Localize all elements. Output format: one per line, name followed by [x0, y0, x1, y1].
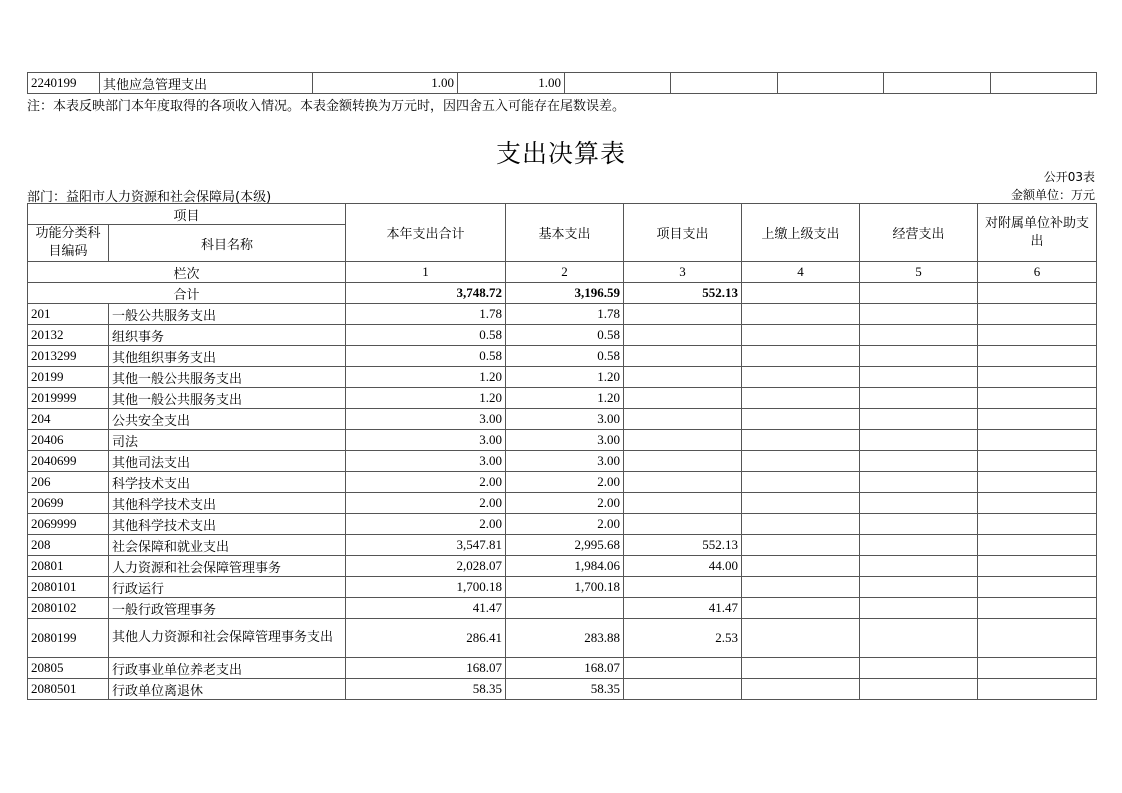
row-total: 2,028.07: [346, 556, 506, 577]
row-business: [860, 577, 978, 598]
row-basic: 1,984.06: [506, 556, 624, 577]
table-row: [28, 493, 1097, 514]
row-total: 3.00: [346, 409, 506, 430]
row-business: [860, 346, 978, 367]
row-business: [860, 679, 978, 700]
table-row: [28, 409, 1097, 430]
row-subject-name: 其他一般公共服务支出: [109, 388, 346, 409]
row-code: 20132: [28, 325, 109, 346]
row-subject-name: 人力资源和社会保障管理事务: [109, 556, 346, 577]
row-project: [624, 325, 742, 346]
row-business: [860, 658, 978, 679]
row-total: 0.58: [346, 346, 506, 367]
header-subject-name: 科目名称: [109, 225, 346, 262]
index-cell: 6: [978, 262, 1097, 283]
header-project: 项目支出: [624, 204, 742, 262]
table-row: [28, 346, 1097, 367]
row-total: 1,700.18: [346, 577, 506, 598]
row-basic: 1.20: [506, 388, 624, 409]
row-subsidy: [978, 472, 1097, 493]
row-basic: [506, 598, 624, 619]
row-basic: 168.07: [506, 658, 624, 679]
superior-value: [742, 283, 860, 304]
table-row: [28, 556, 1097, 577]
row-subsidy: [978, 535, 1097, 556]
row-subject-name: 其他人力资源和社会保障管理事务支出: [109, 619, 346, 658]
header-row: [28, 204, 1097, 225]
row-basic: 1.78: [506, 304, 624, 325]
table-row: [28, 325, 1097, 346]
table-row: [28, 451, 1097, 472]
row-project: [624, 367, 742, 388]
table-number: 公开03表: [1043, 170, 1095, 184]
row-code: 208: [28, 535, 109, 556]
row-subject-name: 其他科学技术支出: [109, 493, 346, 514]
row-code: 2019999: [28, 388, 109, 409]
row-project: 2.53: [624, 619, 742, 658]
total-value: 3,748.72: [346, 283, 506, 304]
row-value: [991, 73, 1097, 94]
row-superior: [742, 658, 860, 679]
row-subsidy: [978, 367, 1097, 388]
row-superior: [742, 367, 860, 388]
row-total: 1.20: [346, 367, 506, 388]
index-cell: 2: [506, 262, 624, 283]
row-code: 204: [28, 409, 109, 430]
table-row: [28, 577, 1097, 598]
row-project: 552.13: [624, 535, 742, 556]
table-row: [28, 679, 1097, 700]
header-total: 本年支出合计: [346, 204, 506, 262]
row-superior: [742, 304, 860, 325]
row-total: 2.00: [346, 472, 506, 493]
row-total: 2.00: [346, 514, 506, 535]
business-value: [860, 283, 978, 304]
row-basic: 2,995.68: [506, 535, 624, 556]
row-subsidy: [978, 514, 1097, 535]
row-basic: 3.00: [506, 409, 624, 430]
row-project: [624, 409, 742, 430]
row-subsidy: [978, 598, 1097, 619]
row-total: 1.78: [346, 304, 506, 325]
table-note: 注：本表反映部门本年度取得的各项收入情况。本表金额转换为万元时，因四舍五入可能存在尾数误差。: [27, 99, 626, 114]
row-code: 2069999: [28, 514, 109, 535]
table-row: [28, 304, 1097, 325]
row-subsidy: [978, 658, 1097, 679]
row-subject-name: 公共安全支出: [109, 409, 346, 430]
table-row: [28, 430, 1097, 451]
row-code: 201: [28, 304, 109, 325]
table-row: [28, 388, 1097, 409]
row-subsidy: [978, 388, 1097, 409]
row-project: [624, 658, 742, 679]
row-code: 20805: [28, 658, 109, 679]
table-row: [28, 472, 1097, 493]
row-business: [860, 598, 978, 619]
row-subsidy: [978, 325, 1097, 346]
row-value: 1.00: [313, 73, 458, 94]
row-superior: [742, 409, 860, 430]
row-code: 20199: [28, 367, 109, 388]
row-project: [624, 493, 742, 514]
row-total: 0.58: [346, 325, 506, 346]
row-superior: [742, 346, 860, 367]
row-subsidy: [978, 409, 1097, 430]
row-business: [860, 367, 978, 388]
row-total: 1.20: [346, 388, 506, 409]
row-total: 3,547.81: [346, 535, 506, 556]
project-value: 552.13: [624, 283, 742, 304]
row-value: [565, 73, 671, 94]
table-row: [28, 535, 1097, 556]
row-subject-name: 司法: [109, 430, 346, 451]
row-subject-name: 一般行政管理事务: [109, 598, 346, 619]
row-subject-name: 社会保障和就业支出: [109, 535, 346, 556]
row-superior: [742, 430, 860, 451]
row-superior: [742, 577, 860, 598]
row-subject-name: 科学技术支出: [109, 472, 346, 493]
row-code: 2013299: [28, 346, 109, 367]
row-code: 2240199: [28, 73, 100, 94]
row-basic: 3.00: [506, 451, 624, 472]
row-superior: [742, 556, 860, 577]
index-row: [28, 262, 1097, 283]
row-basic: 0.58: [506, 325, 624, 346]
header-superior: 上缴上级支出: [742, 204, 860, 262]
row-subsidy: [978, 304, 1097, 325]
row-project: [624, 472, 742, 493]
row-subject-name: 一般公共服务支出: [109, 304, 346, 325]
row-total: 41.47: [346, 598, 506, 619]
row-subject-name: 组织事务: [109, 325, 346, 346]
row-value: 1.00: [458, 73, 565, 94]
row-project: [624, 430, 742, 451]
row-code: 20801: [28, 556, 109, 577]
header-basic: 基本支出: [506, 204, 624, 262]
row-superior: [742, 451, 860, 472]
row-superior: [742, 388, 860, 409]
row-basic: 58.35: [506, 679, 624, 700]
row-superior: [742, 679, 860, 700]
row-basic: 1,700.18: [506, 577, 624, 598]
row-project: 44.00: [624, 556, 742, 577]
row-subsidy: [978, 619, 1097, 658]
row-subsidy: [978, 451, 1097, 472]
row-business: [860, 493, 978, 514]
row-code: 2080199: [28, 619, 109, 658]
row-basic: 2.00: [506, 514, 624, 535]
row-project: 41.47: [624, 598, 742, 619]
basic-value: 3,196.59: [506, 283, 624, 304]
row-subject-name: 其他司法支出: [109, 451, 346, 472]
row-value: [671, 73, 778, 94]
row-subject-name: 其他组织事务支出: [109, 346, 346, 367]
index-cell: 3: [624, 262, 742, 283]
row-code: 206: [28, 472, 109, 493]
page-title: 支出决算表: [495, 139, 626, 168]
row-basic: 1.20: [506, 367, 624, 388]
index-cell: 5: [860, 262, 978, 283]
index-cell: 4: [742, 262, 860, 283]
row-code: 2040699: [28, 451, 109, 472]
row-business: [860, 304, 978, 325]
row-business: [860, 430, 978, 451]
row-total: 286.41: [346, 619, 506, 658]
row-business: [860, 619, 978, 658]
row-project: [624, 451, 742, 472]
total-label: 合计: [28, 283, 346, 304]
row-superior: [742, 325, 860, 346]
header-func-code: 功能分类科目编码: [28, 225, 109, 262]
row-total: 3.00: [346, 430, 506, 451]
row-subject-name: 行政事业单位养老支出: [109, 658, 346, 679]
row-code: 2080501: [28, 679, 109, 700]
row-total: 2.00: [346, 493, 506, 514]
header-business: 经营支出: [860, 204, 978, 262]
row-project: [624, 679, 742, 700]
row-code: 2080101: [28, 577, 109, 598]
row-basic: 3.00: [506, 430, 624, 451]
row-business: [860, 535, 978, 556]
table-row: [28, 619, 1097, 658]
row-subsidy: [978, 493, 1097, 514]
row-subject-name: 行政单位离退休: [109, 679, 346, 700]
row-business: [860, 514, 978, 535]
index-label: 栏次: [28, 262, 346, 283]
row-project: [624, 514, 742, 535]
row-superior: [742, 493, 860, 514]
row-superior: [742, 619, 860, 658]
row-superior: [742, 598, 860, 619]
row-basic: 2.00: [506, 493, 624, 514]
table-row: [28, 514, 1097, 535]
row-subsidy: [978, 679, 1097, 700]
row-code: 20406: [28, 430, 109, 451]
table-row: [28, 73, 1097, 94]
row-value: [884, 73, 991, 94]
row-superior: [742, 472, 860, 493]
row-subsidy: [978, 430, 1097, 451]
row-superior: [742, 535, 860, 556]
subsidy-value: [978, 283, 1097, 304]
row-project: [624, 346, 742, 367]
row-basic: 0.58: [506, 346, 624, 367]
row-code: 20699: [28, 493, 109, 514]
row-subsidy: [978, 346, 1097, 367]
row-basic: 2.00: [506, 472, 624, 493]
row-superior: [742, 514, 860, 535]
row-value: [778, 73, 884, 94]
row-total: 58.35: [346, 679, 506, 700]
row-project: [624, 577, 742, 598]
row-business: [860, 388, 978, 409]
row-subsidy: [978, 577, 1097, 598]
row-project: [624, 388, 742, 409]
total-row: [28, 283, 1097, 304]
header-subsidy: 对附属单位补助支出: [978, 204, 1097, 262]
row-code: 2080102: [28, 598, 109, 619]
row-basic: 283.88: [506, 619, 624, 658]
index-cell: 1: [346, 262, 506, 283]
row-business: [860, 472, 978, 493]
table-row: [28, 658, 1097, 679]
row-total: 168.07: [346, 658, 506, 679]
department-label: 部门：益阳市人力资源和社会保障局(本级): [27, 190, 272, 205]
row-business: [860, 325, 978, 346]
table-row: [28, 598, 1097, 619]
row-subject-name: 其他科学技术支出: [109, 514, 346, 535]
row-subject-name: 行政运行: [109, 577, 346, 598]
row-business: [860, 451, 978, 472]
row-subsidy: [978, 556, 1097, 577]
row-business: [860, 556, 978, 577]
row-business: [860, 409, 978, 430]
row-total: 3.00: [346, 451, 506, 472]
row-name: 其他应急管理支出: [100, 73, 313, 94]
header-item: 项目: [28, 204, 346, 225]
table-row: [28, 367, 1097, 388]
row-project: [624, 304, 742, 325]
previous-table-tail: [27, 72, 1097, 94]
row-subject-name: 其他一般公共服务支出: [109, 367, 346, 388]
amount-unit-label: 金额单位：万元: [1010, 188, 1095, 202]
expenditure-table: [27, 203, 1097, 700]
